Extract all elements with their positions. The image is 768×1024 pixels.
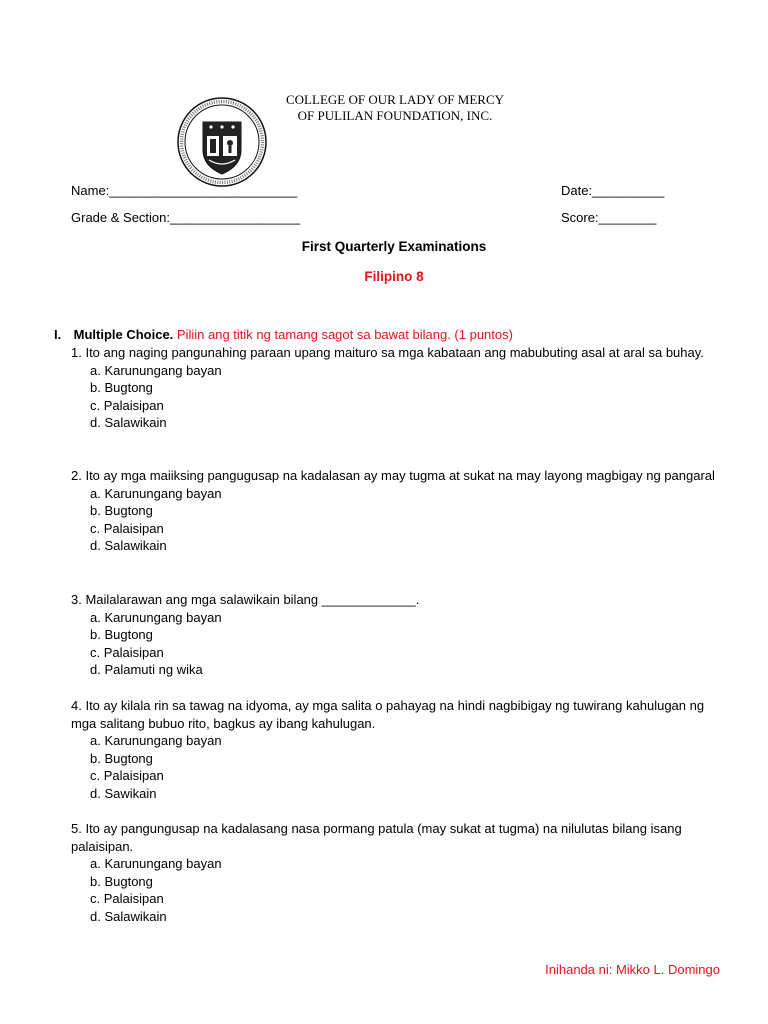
section-header (54, 327, 513, 343)
question-1 (71, 344, 721, 432)
choice-a[interactable]: a. Karunungang bayan (90, 733, 222, 749)
section-instruction: Piliin ang titik ng tamang sagot sa bawat bilang. (1 puntos) (176, 327, 513, 342)
choice-c[interactable]: c. Palaisipan (90, 644, 164, 660)
school-name (240, 92, 550, 124)
choice-d[interactable]: d. Sawikain (90, 785, 157, 801)
choice-a[interactable]: a. Karunungang bayan (90, 485, 222, 501)
exam-subject: Filipino 8 (364, 269, 424, 284)
question-stem: 4. Ito ay kilala rin sa tawag na idyoma, ay mga salita o pahayag na hindi nagbibigay ng tuwirang kahulugan ng mga salitang bubuo rito, bagkus ay ibang kahulugan. (71, 698, 705, 731)
choice-b[interactable]: b. Bugtong (90, 750, 153, 766)
question-stem: 5. Ito ay pangungusap na kadalasang nasa pormang patula (may sukat at tugma) na nilulutas bilang isang palaisipan. (71, 821, 682, 854)
prepared-by: Inihanda ni: Mikko L. Domingo (545, 962, 720, 977)
school-name-line-1: COLLEGE OF OUR LADY OF MERCY (286, 92, 504, 107)
choice-b[interactable]: b. Bugtong (90, 380, 153, 396)
question-stem: 1. Ito ang naging pangunahing paraan upang maituro sa mga kabataan ang mabubuting asal at aral sa buhay. (71, 345, 704, 360)
question-3 (71, 591, 721, 679)
question-5 (71, 820, 721, 926)
choice-a[interactable]: a. Karunungang bayan (90, 609, 222, 625)
choice-d[interactable]: d. Salawikain (90, 538, 167, 554)
date-field[interactable]: Date:__________ (561, 183, 665, 198)
choice-b[interactable]: b. Bugtong (90, 503, 153, 519)
choice-d[interactable]: d. Salawikain (90, 415, 167, 431)
name-field[interactable]: Name:__________________________ (71, 183, 298, 198)
choice-c[interactable]: c. Palaisipan (90, 397, 164, 413)
school-name-line-2: OF PULILAN FOUNDATION, INC. (297, 108, 493, 123)
choice-c[interactable]: c. Palaisipan (90, 891, 164, 907)
choice-a[interactable]: a. Karunungang bayan (90, 856, 222, 872)
choice-d[interactable]: d. Palamuti ng wika (90, 662, 203, 678)
choice-c[interactable]: c. Palaisipan (90, 768, 164, 784)
exam-title: First Quarterly Examinations (301, 239, 487, 254)
question-4 (71, 697, 721, 803)
grade-section-field[interactable]: Grade & Section:__________________ (71, 210, 301, 225)
question-2 (71, 467, 721, 555)
section-heading: Multiple Choice. (73, 327, 174, 342)
question-stem: 3. Mailalarawan ang mga salawikain bilang _____________. (71, 592, 420, 607)
question-stem: 2. Ito ay mga maiiksing pangugusap na kadalasan ay may tugma at sukat na may layong magbigay ng pangaral (71, 468, 715, 483)
choice-b[interactable]: b. Bugtong (90, 873, 153, 889)
choice-b[interactable]: b. Bugtong (90, 627, 153, 643)
choice-a[interactable]: a. Karunungang bayan (90, 362, 222, 378)
choice-d[interactable]: d. Salawikain (90, 908, 167, 924)
section-number: I. (54, 327, 62, 342)
choice-c[interactable]: c. Palaisipan (90, 520, 164, 536)
score-field[interactable]: Score:________ (561, 210, 657, 225)
